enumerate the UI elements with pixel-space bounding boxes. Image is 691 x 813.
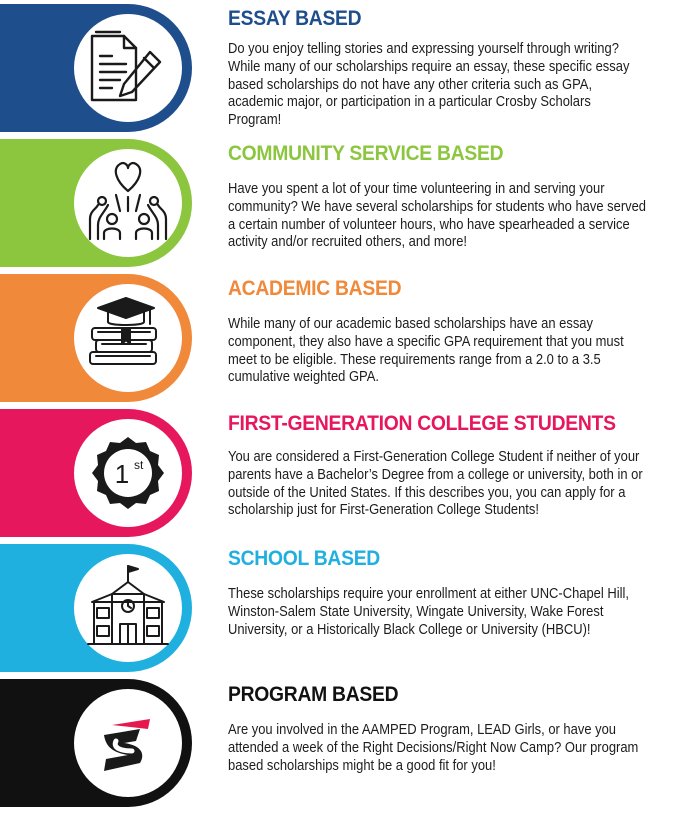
section-description bbox=[228, 586, 678, 639]
section-essay bbox=[0, 4, 691, 138]
description-line: Have you spent a lot of your time volunteering in and serving your bbox=[228, 181, 605, 197]
description-line: Are you involved in the AAMPED Program, LEAD Girls, or have you bbox=[228, 722, 616, 738]
section-description bbox=[228, 722, 678, 775]
description-line: community? We have several scholarships for students who have served bbox=[228, 198, 647, 215]
description-line: based scholarships might be a good fit for you! bbox=[228, 757, 496, 774]
badge-number: 1 bbox=[114, 459, 130, 489]
description-line: Winston-Salem State University, Wingate University, Wake Forest bbox=[228, 603, 604, 620]
section-community-service bbox=[0, 139, 691, 273]
section-description bbox=[228, 41, 678, 130]
section-academic bbox=[0, 274, 691, 408]
section-title: SCHOOL BASED bbox=[228, 547, 380, 570]
description-line: University, or a Historically Black College or University (HBCU)! bbox=[228, 621, 591, 638]
section-description bbox=[228, 316, 678, 387]
description-line: outside of the United States. If this describes you, you can apply for a bbox=[228, 484, 626, 501]
description-line: While many of our scholarships require an essay, these specific essay bbox=[228, 58, 630, 75]
school-band bbox=[0, 544, 192, 672]
description-line: These scholarships require your enrollment at either UNC-Chapel Hill, bbox=[228, 586, 629, 602]
section-program bbox=[0, 679, 691, 813]
section-title: ESSAY BASED bbox=[228, 7, 362, 30]
section-first-generation bbox=[0, 409, 691, 543]
program-logo-icon bbox=[0, 679, 192, 807]
first-generation-band bbox=[0, 409, 192, 537]
academic-band bbox=[0, 274, 192, 402]
essay-band bbox=[0, 4, 192, 132]
section-title: FIRST-GENERATION COLLEGE STUDENTS bbox=[228, 412, 616, 435]
community-hands-heart-icon bbox=[0, 139, 192, 267]
section-title: COMMUNITY SERVICE BASED bbox=[228, 142, 504, 165]
program-band bbox=[0, 679, 192, 807]
description-line: component, they also have a specific GPA requirement that you must bbox=[228, 333, 624, 350]
essay-pencil-icon bbox=[0, 4, 192, 132]
section-title: ACADEMIC BASED bbox=[228, 277, 402, 300]
description-line: scholarship just for First-Generation College Students! bbox=[228, 502, 539, 519]
graduation-books-icon bbox=[0, 274, 192, 402]
description-line: a certain number of volunteer hours, who have spearheaded a service bbox=[228, 216, 630, 233]
section-description bbox=[228, 181, 678, 252]
description-line: cumulative weighted GPA. bbox=[228, 369, 379, 386]
section-school bbox=[0, 544, 691, 678]
description-line: based scholarships do not have any other criteria such as GPA, bbox=[228, 76, 593, 93]
school-building-icon bbox=[0, 544, 192, 672]
section-title: PROGRAM BASED bbox=[228, 683, 399, 706]
description-line: Program! bbox=[228, 112, 282, 129]
community-band bbox=[0, 139, 192, 267]
badge-suffix: st bbox=[134, 458, 144, 472]
first-place-badge-icon bbox=[0, 409, 192, 537]
description-line: parents have a Bachelor’s Degree from a college or university, both in or bbox=[228, 466, 643, 483]
description-line: attended a week of the Right Decisions/Right Now Camp? Our program bbox=[228, 739, 639, 756]
description-line: meet to be eligible. These requirements range from a 2.0 to a 3.5 bbox=[228, 351, 601, 368]
description-line: Do you enjoy telling stories and expressing yourself through writing? bbox=[228, 41, 619, 57]
description-line: You are considered a First-Generation College Student if neither of your bbox=[228, 449, 640, 465]
description-line: While many of our academic based scholarships have an essay bbox=[228, 316, 593, 332]
description-line: activity and/or recruited others, and more! bbox=[228, 234, 468, 251]
section-description bbox=[228, 449, 678, 520]
description-line: academic major, or participation in a particular Crosby Scholars bbox=[228, 94, 591, 111]
